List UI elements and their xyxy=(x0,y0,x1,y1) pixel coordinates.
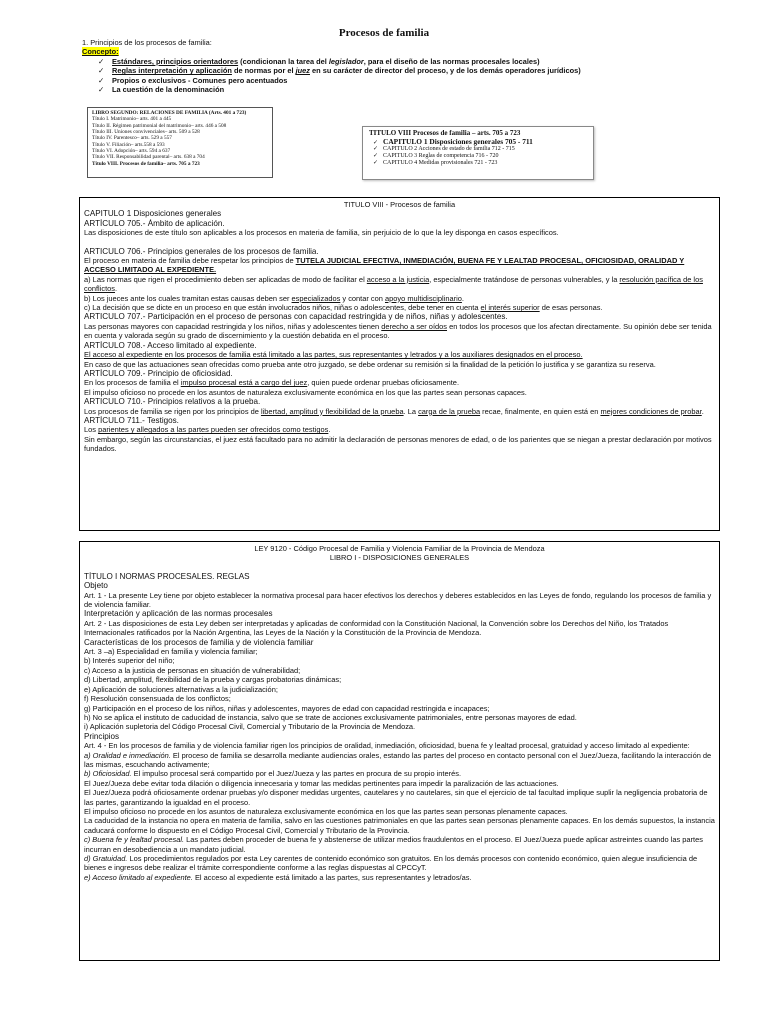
capitulo-sub: ✓ CAPITULO 3 Reglas de competencia 716 - 720 xyxy=(387,153,587,160)
article-text: c) La decisión que se dicte en un proceso en que están involucrados niños, niñas o adolescentes, debe tener en cuenta el interés superior de esas personas. xyxy=(84,303,603,313)
article-text: El impulso oficioso no procede en los asuntos de naturaleza exclusivamente económica en los que las partes sean personas capaces. xyxy=(84,387,527,397)
section-heading: TÍTULO I NORMAS PROCESALES. REGLAS xyxy=(84,571,250,581)
concept-item: ✓ Estándares, principios orientadores (condicionan la tarea del legislador, para el diseño de las normas procesales locales) xyxy=(112,57,742,66)
libro-line: Título VI. Adopción– arts. 594 a 637 xyxy=(92,148,171,155)
intro-heading: 1. Principios de los procesos de familia: xyxy=(82,38,212,47)
article-text: d) Gratuidad. Los procedimientos regulados por esta Ley carentes de contenido económico son gratuitos. En los demás procesos con contenido económico, quien alegue insuficiencia de bienes e ingresos debe realizar el trámite correspondiente conforme a las reglas dispuestas al CPCCyT. xyxy=(84,854,698,873)
box1-title: TITULO VIII - Procesos de familia xyxy=(343,200,456,209)
list-item: e) Aplicación de soluciones alternativas a la judicialización; xyxy=(84,684,278,694)
libro-line: Título III. Uniones convivenciales– arts. 509 a 528 xyxy=(92,129,200,136)
article-text: Las personas mayores con capacidad restringida y los niños, niñas y adolescentes tienen derecho a ser oídos en todos los procesos que los afectan directamente. Su opinión debe ser tenida en cuenta y valorada según su grado de discernimiento y la cuestión debatida en el proceso. xyxy=(84,321,712,341)
capitulo-main: ✓ CAPITULO 1 Disposiciones generales 705 - 711 xyxy=(387,138,587,147)
article-text: Art. 1 - La presente Ley tiene por objeto establecer la normativa procesal para hacer efectivos los derechos y deberes establecidos en las Leyes de fondo, regulando los procesos de familia y de violencia familiar. xyxy=(84,590,712,610)
article-heading: ARTÍCULO 705.- Ámbito de aplicación. xyxy=(84,218,225,228)
article-text: En caso de que las actuaciones sean ofrecidas como prueba ante otro juzgado, se debe ordenar su remisión si la finalidad de la petición lo justifica y se garantiza su reserva. xyxy=(84,359,656,369)
article-heading: ARTÍCULO 709.- Principio de oficiosidad. xyxy=(84,368,233,378)
titulo-viii-box xyxy=(362,126,594,180)
article-text: Las disposiciones de este título son aplicables a los procesos en materia de familia, sin perjuicio de lo que la ley disponga en casos específicos. xyxy=(84,228,559,238)
article-text: a) Oralidad e inmediación. El proceso de familia se desarrolla mediante audiencias orales, estando las partes del proceso en contacto personal con el Juez/Jueza, facilitando la interacción de las mismas, escuchando activamente; xyxy=(84,750,712,769)
list-item: d) Libertad, amplitud, flexibilidad de la prueba y cargas probatorias dinámicas; xyxy=(84,675,342,685)
libro-line-last: Título VIII. Procesos de familia– arts. 705 a 723 xyxy=(92,160,200,167)
section-heading: Interpretación y aplicación de las normas procesales xyxy=(84,609,273,619)
titulo-head: TITULO VIII Procesos de familia – arts. 705 a 723 xyxy=(369,129,521,137)
capitulo-list xyxy=(369,138,587,167)
article-text: En los procesos de familia el impulso procesal está a cargo del juez, quien puede ordenar pruebas oficiosamente. xyxy=(84,378,460,388)
ley-9120-box xyxy=(79,541,720,961)
concept-item: ✓ Propios o exclusivos - Comunes pero acentuados xyxy=(112,76,742,85)
article-text: c) Buena fe y lealtad procesal. Las partes deben proceder de buena fe y abstenerse de utilizar medios fraudulentos en el proceso. El Juez/Jueza puede aplicar astreintes cuando las partes incurran en desobediencia a un mandato judicial. xyxy=(84,835,703,854)
list-item: i) Aplicación supletoria del Código Procesal Civil, Comercial y Tributario de la Provincia de Mendoza. xyxy=(84,722,416,732)
article-text: Art. 2 - Las disposiciones de esta Ley deben ser interpretadas y aplicadas de conformidad con la Constitución Nacional, la Convención sobre los Derechos del Niño, los Tratados Internacionales ratificados por la Nación Argentina, las Leyes de la Nación y la Constitución de la Provincia de Mendoza. xyxy=(84,618,669,638)
article-heading: ARTICULO 707.- Participación en el proceso de personas con capacidad restringida y de niños, niñas y adolescentes. xyxy=(84,312,508,322)
article-text: El proceso en materia de familia debe respetar los principios de TUTELA JUDICIAL EFECTIVA, INMEDIACIÓN, BUENA FE Y LEALTAD PROCESAL, OFICIOSIDAD, ORALIDAD Y ACCESO LIMITADO AL EXPEDIENTE. xyxy=(84,256,685,275)
list-item: h) No se aplica el instituto de caducidad de instancia, salvo que se trate de acciones exclusivamente patrimoniales, entre personas mayores de edad. xyxy=(84,712,577,722)
article-text: a) Las normas que rigen el procedimiento deben ser aplicadas de modo de facilitar el acceso a la justicia, especialmente tratándose de personas vulnerables, y la resolución pacífica de los conflictos. xyxy=(84,274,703,294)
concept-item: ✓ Reglas interpretación y aplicación de normas por el juez en su carácter de director del proceso, y de los demás operadores jurídicos) xyxy=(112,66,742,75)
article-text: e) Acceso limitado al expediente. El acceso al expediente está limitado a las partes, sus representantes y letrados/as. xyxy=(84,872,472,882)
libro-line: Título VII. Responsabilidad parental– arts. 638 a 704 xyxy=(92,154,205,161)
libro-line: Título I. Matrimonio– arts. 401 a 445 xyxy=(92,116,172,123)
article-text: Art. 3 –a) Especialidad en familia y violencia familiar; xyxy=(84,647,258,657)
list-item: f) Resolución consensuada de los conflictos; xyxy=(84,694,231,704)
list-item: c) Acceso a la justicia de personas en situación de vulnerabilidad; xyxy=(84,665,301,675)
list-item: g) Participación en el proceso de los niños, niñas y adolescentes, mayores de edad con capacidad restringida e incapaces; xyxy=(84,703,490,713)
article-heading: ARTICULO 706.- Principios generales de los procesos de familia. xyxy=(84,246,319,256)
section-heading: Principios xyxy=(84,731,120,741)
page-title: Procesos de familia xyxy=(338,27,430,39)
capitulo-sub: ✓ CAPITULO 4 Medidas provisionales 721 - 723 xyxy=(387,160,587,167)
article-text: El Juez/Jueza podrá oficiosamente ordenar pruebas y/o disponer medidas urgentes, cautelares y no cautelares, sin que el ejercicio de tal facultad implique suplir la negligencia probatoria de las partes, garantizando la igualdad en el proceso. xyxy=(84,788,708,807)
article-text: El Juez/Jueza debe evitar toda dilación o diligencia innecesaria y tomar las medidas pertinentes para impedir la paralización de las actuaciones. xyxy=(84,778,559,788)
box2-title: LEY 9120 - Código Procesal de Familia y Violencia Familiar de la Provincia de Mendoza xyxy=(254,544,545,553)
principles-intro xyxy=(82,38,742,94)
article-text: Los procesos de familia se rigen por los principios de libertad, amplitud y flexibilidad de la prueba. La carga de la prueba recae, finalmente, en quien está en mejores condiciones de probar. xyxy=(84,406,704,416)
libro-line: Título V. Filiación– arts.558 a 593 xyxy=(92,141,165,148)
capitulo-sub: ✓ CAPITULO 2 Acciones de estado de familia 712 - 715 xyxy=(387,146,587,153)
article-text: b) Los jueces ante los cuales tramitan estas causas deben ser especializados y contar con apoyo multidisciplinario. xyxy=(84,293,464,303)
concept-list xyxy=(82,57,742,95)
libro-line: Título IV. Parentesco– arts. 529 a 557 xyxy=(92,135,172,142)
article-text: Sin embargo, según las circunstancias, el juez está facultado para no admitir la declaración de personas menores de edad, o de los parientes que se niegan a prestar declaración por motivos fundados. xyxy=(84,434,712,454)
article-text: b) Oficiosidad. El impulso procesal será compartido por el Juez/Jueza y las partes en procura de su propio interés. xyxy=(84,769,462,779)
libro-head: LIBRO SEGUNDO: RELACIONES DE FAMILIA (Arts. 401 a 723) xyxy=(92,110,247,116)
libro-segundo-box xyxy=(87,107,273,178)
article-text: La caducidad de la instancia no opera en materia de familia, salvo en las cuestiones patrimoniales en que las partes sean personas plenamente capaces. En los demás supuestos, la instancia caducará conforme lo dispuesto en el Código Procesal Civil, Comercial y Tributario de la Provincia. xyxy=(84,816,715,835)
concept-item: ✓ La cuestión de la denominación xyxy=(112,85,742,94)
titulo-viii-articles-box xyxy=(79,197,720,531)
article-text: El impulso oficioso no procede en los asuntos de naturaleza exclusivamente económica en los que las partes sean personas plenamente capaces. xyxy=(84,806,568,816)
capitulo-heading: CAPITULO 1 Disposiciones generales xyxy=(84,209,222,219)
concept-label: Concepto: xyxy=(82,47,119,57)
article-heading: ARTICULO 710.- Principios relativos a la prueba. xyxy=(84,397,261,407)
article-text: Art. 4 - En los procesos de familia y de violencia familiar rigen los principios de oralidad, inmediación, oficiosidad, buena fe y lealtad procesal, gratuidad y acceso limitado al expediente: xyxy=(84,741,690,751)
section-heading: Características de los procesos de familia y de violencia familiar xyxy=(84,637,314,647)
libro-line: Título II. Régimen patrimonial del matrimonio– arts. 446 a 508 xyxy=(92,122,227,129)
section-heading: Objeto xyxy=(84,581,108,591)
article-text: Los parientes y allegados a las partes pueden ser ofrecidos como testigos. xyxy=(84,425,331,435)
box2-subtitle: LIBRO I - DISPOSICIONES GENERALES xyxy=(329,553,470,563)
article-heading: ARTÍCULO 711.- Testigos. xyxy=(84,415,179,425)
article-text: El acceso al expediente en los procesos de familia está limitado a las partes, sus representantes y letrados y a los auxiliares designados en el proceso. xyxy=(84,350,583,360)
article-heading: ARTÍCULO 708.- Acceso limitado al expediente. xyxy=(84,340,257,350)
list-item: b) Interés superior del niño; xyxy=(84,656,175,666)
